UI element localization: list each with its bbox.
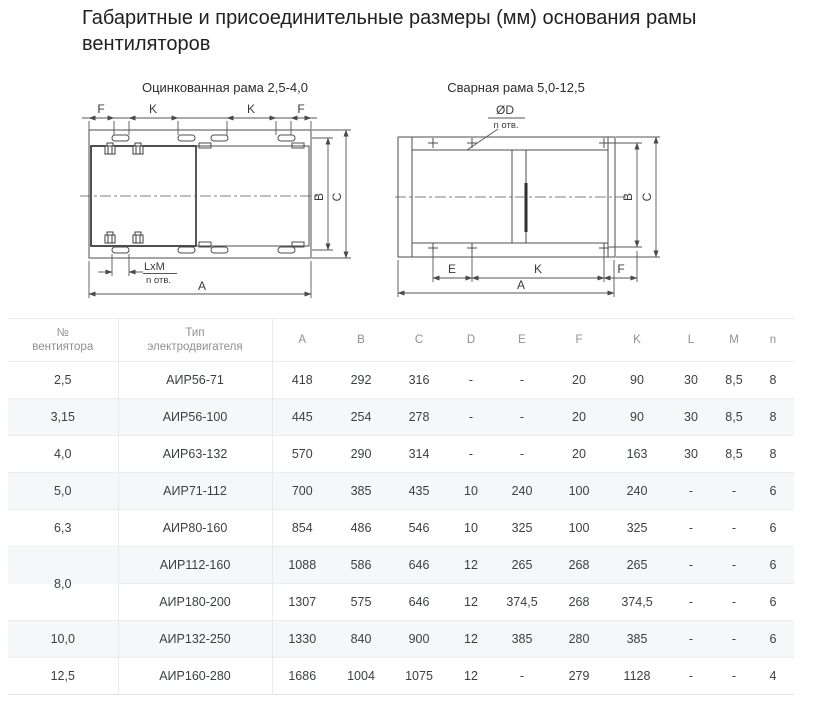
slot-icon: [178, 135, 195, 141]
right-diagram-caption: Сварная рама 5,0-12,5: [447, 80, 585, 95]
dim-value-cell: 268: [568, 558, 590, 572]
dim-value-cell: -: [468, 410, 474, 424]
table-row: [8, 362, 794, 399]
slot-icon: [112, 247, 129, 253]
motor-type-cell: АИР132-250: [118, 621, 272, 658]
fan-number-cell: 3,15: [8, 399, 118, 436]
dim-value-cell: 265: [626, 558, 648, 572]
dim-value-cell: 278: [408, 410, 430, 424]
holes-count-label: n отв.: [146, 275, 172, 286]
dim-value-cell: 279: [568, 669, 590, 683]
dim-value-cell: 265: [511, 558, 533, 572]
table-row: [8, 399, 794, 436]
dim-value-cell: 374,5: [506, 595, 538, 609]
fan-number-cell: 4,0: [8, 436, 118, 473]
dim-value-cell: 1128: [623, 669, 651, 683]
table-row: [8, 584, 794, 621]
dim-value-cell: 12: [464, 669, 478, 683]
dim-value-cell: 6: [769, 632, 777, 646]
table-row: [8, 510, 794, 547]
fan-number-cell: 5,0: [8, 473, 118, 510]
left-diagram-caption: Оцинкованная рама 2,5-4,0: [141, 80, 309, 95]
dim-label-k: K: [246, 102, 256, 116]
dim-value-cell: -: [519, 410, 525, 424]
dim-value-cell: 316: [408, 373, 430, 387]
dim-label-c: C: [330, 192, 344, 202]
fan-number-cell: 2,5: [8, 362, 118, 399]
dim-label-a: А: [197, 279, 207, 293]
dim-value-cell: 8,5: [725, 373, 743, 387]
dim-value-cell: 385: [626, 632, 648, 646]
dim-value-cell: 646: [408, 595, 430, 609]
dim-value-cell: 292: [350, 373, 372, 387]
slot-icon: [178, 247, 195, 253]
dim-value-cell: 240: [511, 484, 533, 498]
dim-value-cell: 8,5: [725, 410, 743, 424]
dim-value-cell: -: [688, 558, 694, 572]
header-fan-number: [8, 319, 118, 362]
header-motor-type: [118, 319, 272, 362]
dim-value-cell: 486: [350, 521, 372, 535]
dim-value-cell: 268: [568, 595, 590, 609]
dim-value-cell: -: [731, 632, 737, 646]
dim-value-cell: 90: [630, 373, 644, 387]
dim-value-cell: 30: [684, 447, 698, 461]
dim-value-cell: 254: [350, 410, 372, 424]
header-dim-b: B: [357, 334, 365, 346]
right-frame-dimensions: [398, 103, 660, 297]
fan-number-cell: 10,0: [8, 621, 118, 658]
dim-label-a: А: [516, 278, 526, 292]
header-dim-e: E: [518, 334, 526, 346]
dim-value-cell: 646: [408, 558, 430, 572]
dim-label-c: C: [640, 192, 654, 202]
dim-value-cell: 8: [769, 410, 777, 424]
dim-value-cell: 445: [291, 410, 313, 424]
header-dim-c: C: [414, 334, 424, 346]
dim-value-cell: 1330: [288, 632, 317, 646]
motor-type-cell: АИР56-71: [118, 362, 272, 399]
fan-number-cell: 8,0: [8, 547, 118, 621]
dim-value-cell: 12: [464, 595, 478, 609]
fan-number-cell: 12,5: [8, 658, 118, 695]
right-frame-drawing: [395, 137, 627, 257]
dim-value-cell: -: [688, 595, 694, 609]
dim-label-f: F: [297, 102, 305, 116]
bolt-icon: [105, 232, 115, 243]
dim-label-k: K: [148, 102, 158, 116]
dim-value-cell: 1307: [288, 595, 317, 609]
slot-icon: [211, 135, 228, 141]
header-line: Тип: [185, 327, 205, 339]
dim-value-cell: -: [519, 373, 525, 387]
motor-type-cell: АИР80-160: [118, 510, 272, 547]
dim-value-cell: 1088: [288, 558, 317, 572]
dim-label-f: F: [617, 262, 625, 276]
motor-type-cell: АИР56-100: [118, 399, 272, 436]
dim-value-cell: 290: [350, 447, 372, 461]
header-dim-k: K: [633, 334, 641, 346]
dim-value-cell: 700: [291, 484, 313, 498]
table-row: [8, 436, 794, 473]
dim-value-cell: 900: [408, 632, 430, 646]
dim-value-cell: -: [731, 595, 737, 609]
hole-cross-icon: [428, 138, 609, 253]
dim-value-cell: -: [468, 373, 474, 387]
holes-count-label: n отв.: [493, 120, 519, 131]
dim-value-cell: 1075: [405, 669, 433, 683]
header-line: вентиятора: [32, 341, 94, 353]
dim-value-cell: 374,5: [621, 595, 653, 609]
motor-type-cell: АИР63-132: [118, 436, 272, 473]
table-row: [8, 658, 794, 695]
dim-value-cell: 8: [769, 447, 777, 461]
header-dim-m: M: [729, 334, 739, 346]
dim-value-cell: 586: [350, 558, 372, 572]
dim-value-cell: 100: [568, 484, 590, 498]
dim-value-cell: 418: [291, 373, 313, 387]
dim-value-cell: -: [468, 447, 474, 461]
dim-value-cell: 20: [572, 410, 586, 424]
dim-value-cell: 325: [626, 521, 648, 535]
table-row: [8, 473, 794, 510]
dim-value-cell: -: [731, 558, 737, 572]
dim-value-cell: 1004: [347, 669, 375, 683]
dim-value-cell: -: [731, 521, 737, 535]
dim-value-cell: 6: [769, 558, 777, 572]
bolt-icon: [133, 143, 143, 154]
dim-value-cell: 385: [511, 632, 533, 646]
dim-value-cell: 30: [684, 410, 698, 424]
dim-value-cell: 6: [769, 484, 777, 498]
dim-value-cell: 280: [568, 632, 590, 646]
dim-value-cell: -: [731, 484, 737, 498]
dim-value-cell: 4: [769, 669, 777, 683]
dim-value-cell: 570: [291, 447, 313, 461]
header-dim-d: D: [466, 334, 476, 346]
dim-value-cell: 20: [572, 447, 586, 461]
dim-value-cell: 30: [684, 373, 698, 387]
dim-value-cell: 163: [626, 447, 648, 461]
dim-value-cell: 12: [464, 558, 478, 572]
dim-value-cell: 10: [464, 521, 478, 535]
page-title: Габаритные и присоединительные размеры (мм) основания рамы вентиляторов: [82, 7, 697, 55]
dim-value-cell: 240: [626, 484, 648, 498]
header-dim-l: L: [687, 334, 695, 346]
header-dim-a: A: [298, 334, 307, 346]
dim-label-b: B: [621, 192, 635, 202]
bolt-icon: [105, 143, 115, 154]
slot-icon: [278, 247, 295, 253]
dimensions-table: [8, 318, 794, 695]
motor-type-cell: АИР160-280: [118, 658, 272, 695]
dim-label-e: E: [447, 262, 457, 276]
bolt-icon: [133, 232, 143, 243]
table-body: [8, 362, 794, 695]
dim-value-cell: 6: [769, 595, 777, 609]
header-line: №: [56, 327, 69, 339]
dim-value-cell: 840: [350, 632, 372, 646]
fan-number-cell: 6,3: [8, 510, 118, 547]
dim-value-cell: 8,5: [725, 447, 743, 461]
dim-value-cell: 10: [464, 484, 478, 498]
dim-value-cell: -: [731, 669, 737, 683]
dim-value-cell: 854: [291, 521, 313, 535]
table-row: [8, 547, 794, 584]
dim-value-cell: -: [688, 484, 694, 498]
dim-value-cell: 1686: [288, 669, 317, 683]
table-row: [8, 621, 794, 658]
dim-value-cell: 90: [630, 410, 644, 424]
dim-value-cell: 8: [769, 373, 777, 387]
dim-value-cell: -: [688, 521, 694, 535]
motor-type-cell: АИР71-112: [118, 473, 272, 510]
dim-value-cell: 385: [350, 484, 372, 498]
dim-value-cell: 6: [769, 521, 777, 535]
dim-value-cell: 12: [464, 632, 478, 646]
header-dim-n: n: [769, 334, 777, 346]
dim-value-cell: 20: [572, 373, 586, 387]
slot-icon: [278, 135, 295, 141]
header-dim-f: F: [575, 334, 583, 346]
galvanized-frame-diagram: [10, 80, 390, 310]
dim-value-cell: 435: [408, 484, 430, 498]
dim-label-f: F: [97, 102, 105, 116]
dim-value-cell: 575: [350, 595, 372, 609]
dim-value-cell: 546: [408, 521, 430, 535]
dim-value-cell: 100: [568, 521, 590, 535]
dim-value-cell: 325: [511, 521, 533, 535]
motor-type-cell: АИР180-200: [118, 584, 272, 621]
dim-value-cell: -: [688, 632, 694, 646]
header-line: электродвигателя: [147, 341, 243, 353]
dim-label-lxm: LxM: [144, 261, 165, 273]
dim-label-k: K: [533, 262, 543, 276]
slot-icon: [112, 135, 129, 141]
hole-diameter-label: ØD: [496, 103, 514, 117]
dim-value-cell: -: [519, 447, 525, 461]
welded-frame-diagram: [395, 80, 818, 310]
dim-label-b: B: [312, 192, 326, 202]
slot-icon: [211, 247, 228, 253]
left-frame-drawing: [80, 130, 320, 258]
dim-value-cell: -: [519, 669, 525, 683]
dim-value-cell: 314: [408, 447, 430, 461]
dim-value-cell: -: [688, 669, 694, 683]
motor-type-cell: АИР112-160: [118, 547, 272, 584]
table-header-row: [8, 319, 794, 362]
